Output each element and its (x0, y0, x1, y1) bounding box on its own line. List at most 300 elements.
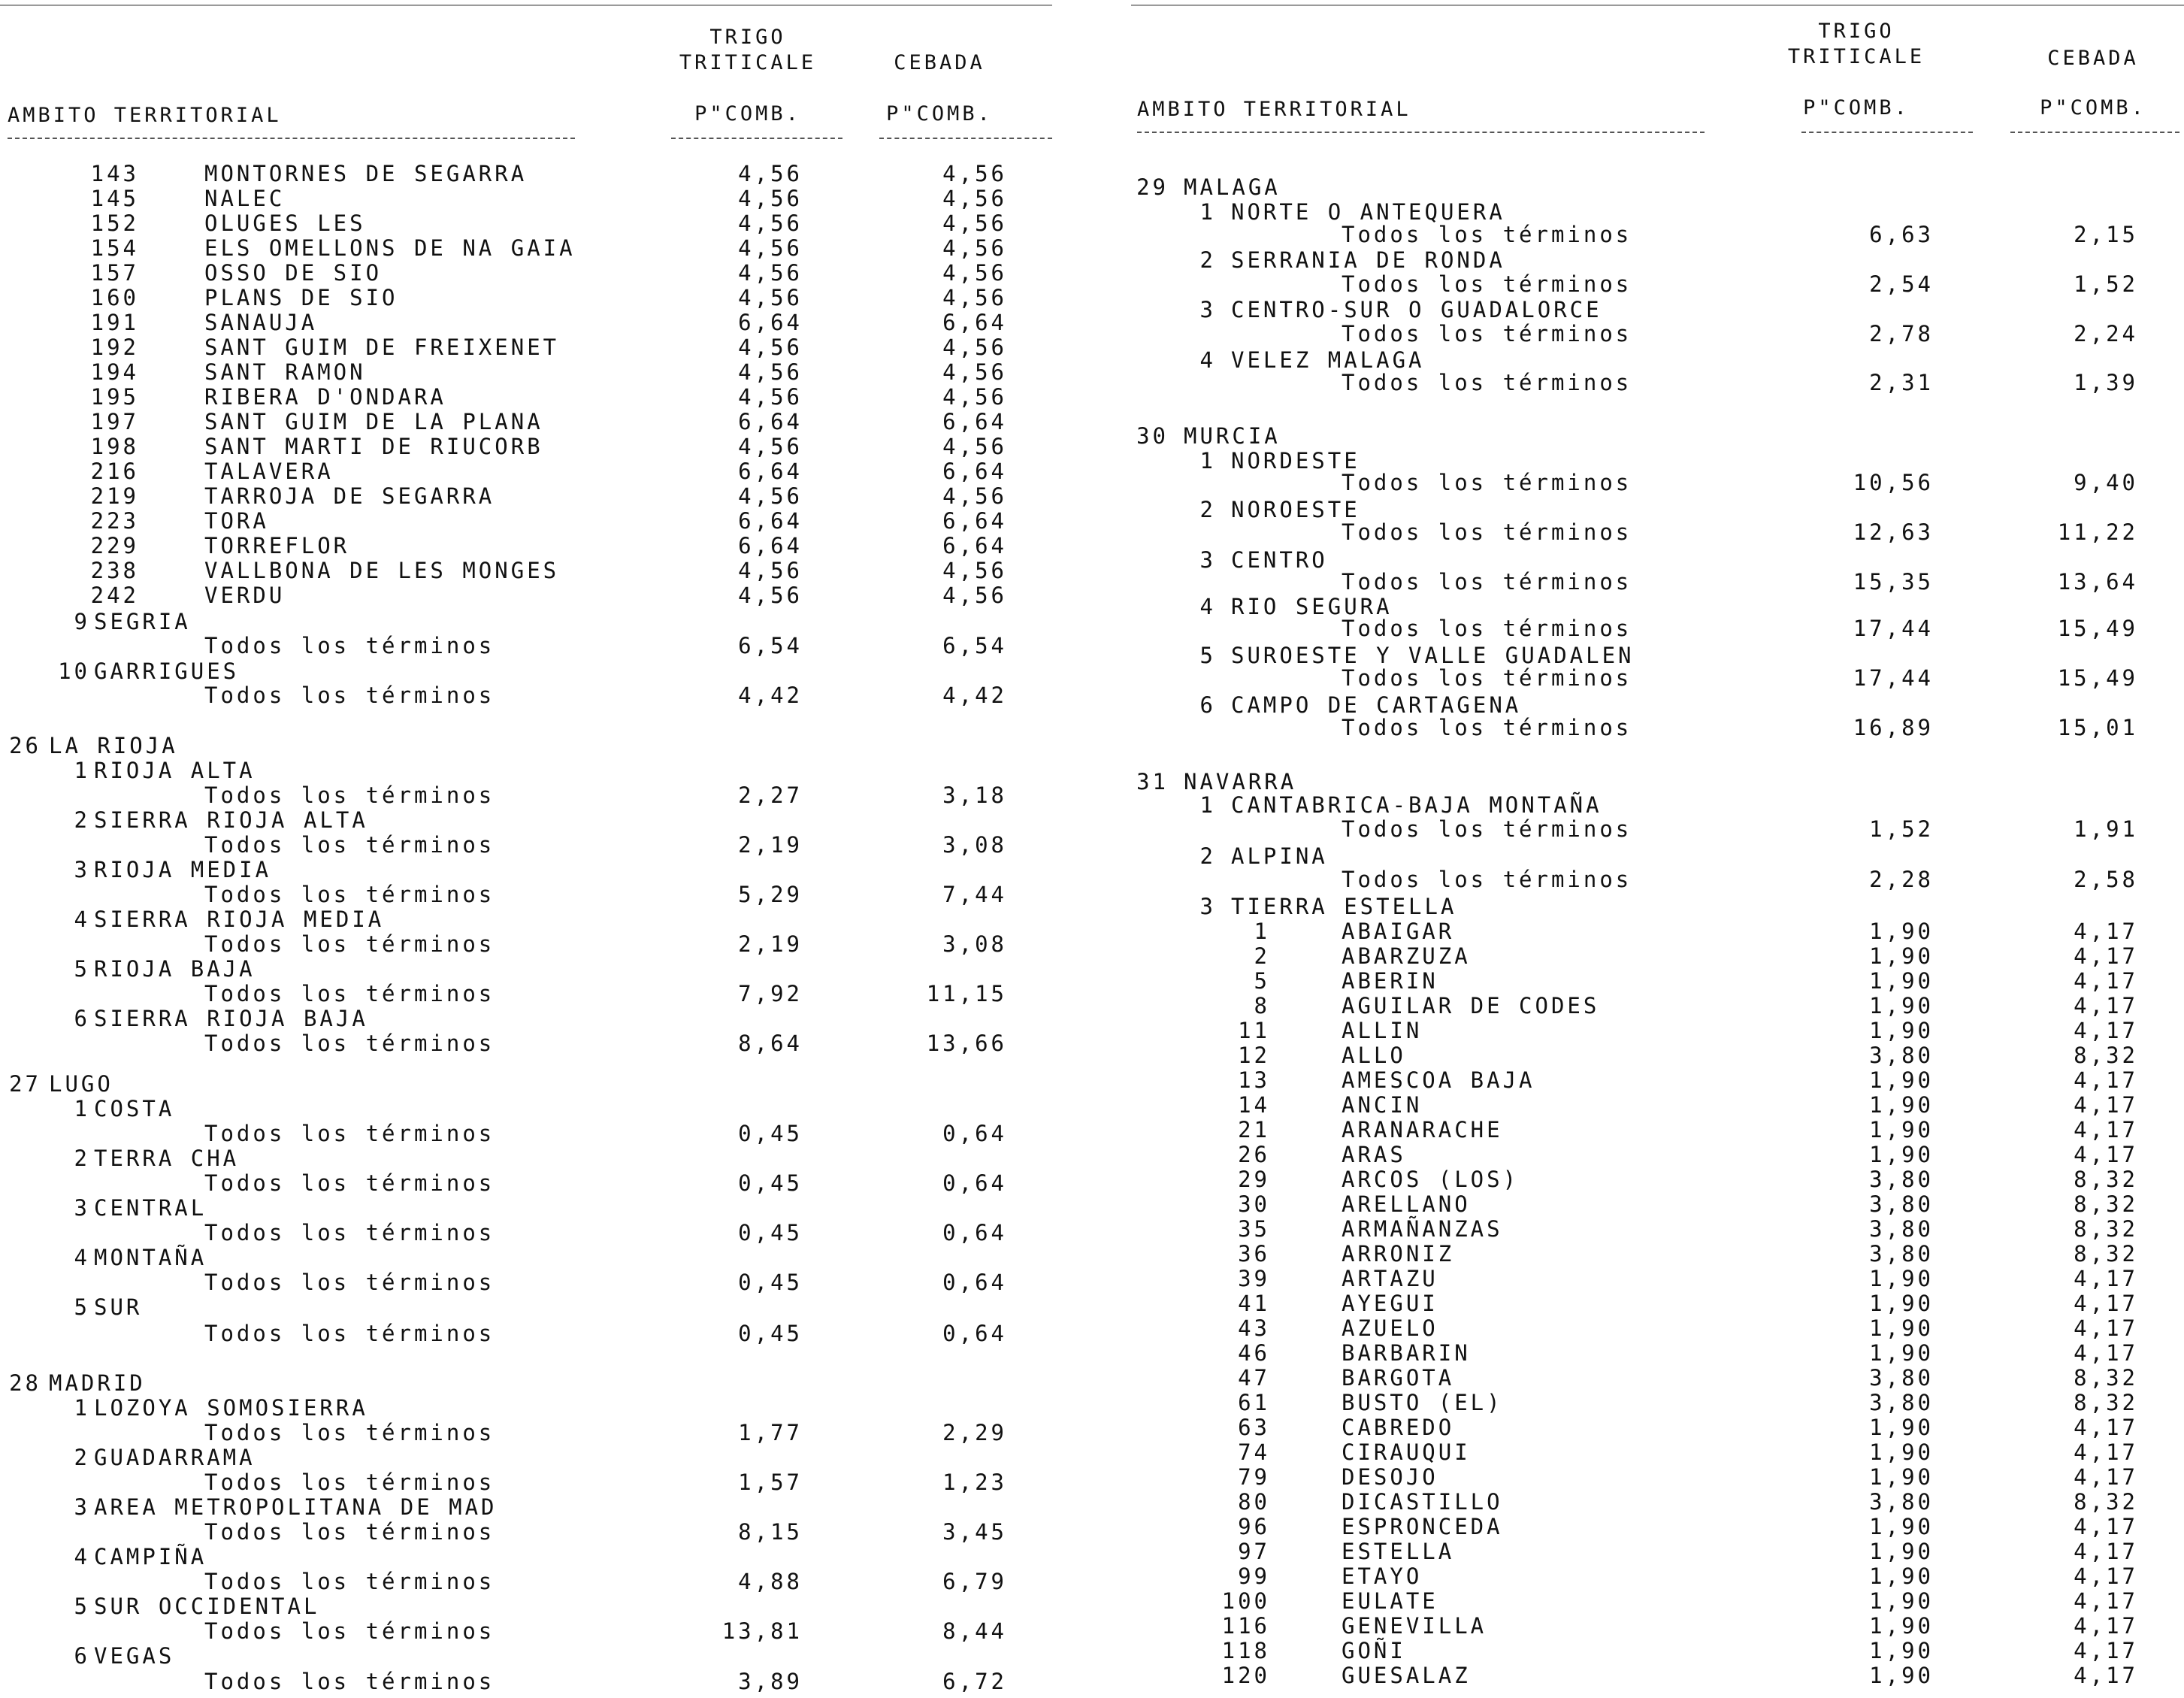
prov-code: 27 (9, 1071, 41, 1097)
muni-name: ARELLANO (1342, 1191, 1471, 1217)
comarca-code: 2 (74, 807, 90, 833)
comarca-code: 5 (74, 1294, 90, 1320)
muni-name: GUESALAZ (1342, 1663, 1471, 1688)
todos-terminos-row (0, 1121, 1060, 1146)
municipio-row (0, 385, 1060, 410)
muni-code: 41 (1238, 1291, 1270, 1316)
trigo-triticale-value: 4,56 (738, 210, 803, 236)
trigo-triticale-value: 1,90 (1869, 1018, 1934, 1043)
municipio-row (1131, 1093, 2184, 1118)
municipio-row (1131, 1068, 2184, 1093)
trigo-triticale-value: 10,56 (1853, 470, 1934, 495)
muni-name: ABARZUZA (1342, 943, 1471, 969)
provincia-row (1131, 770, 2184, 795)
comarca-name: SIERRA RIOJA BAJA (94, 1006, 368, 1031)
trigo-triticale-value: 4,56 (738, 583, 803, 608)
comarca-code: 3 (1199, 894, 1216, 919)
prov-code: 31 (1136, 769, 1169, 795)
trigo-triticale-value: 3,80 (1869, 1167, 1934, 1192)
municipio-row (1131, 1490, 2184, 1515)
municipio-row (1131, 1440, 2184, 1465)
cebada-value: 7,44 (942, 882, 1007, 907)
comarca-row (0, 1146, 1060, 1171)
todos-terminos-row (0, 1669, 1060, 1694)
provincia-row (0, 1072, 1060, 1097)
municipio-row (0, 286, 1060, 310)
municipio-row (1131, 1341, 2184, 1366)
comarca-code: 3 (1199, 297, 1216, 322)
todos-terminos-row (0, 1569, 1060, 1594)
todos-terminos-row (1131, 520, 2184, 545)
cebada-value: 4,56 (942, 186, 1007, 211)
comarca-row (0, 1644, 1060, 1669)
comarca-name: TERRA CHA (94, 1146, 240, 1171)
cebada-value: 4,17 (2074, 1092, 2138, 1118)
comarca-name: GUADARRAMA (94, 1445, 256, 1470)
prov-code: 26 (9, 733, 41, 758)
cebada-value: 11,15 (926, 981, 1007, 1006)
cebada-value: 1,91 (2074, 816, 2138, 842)
muni-code: 2 (1254, 943, 1270, 969)
cebada-value: 4,17 (2074, 1588, 2138, 1614)
trigo-triticale-value: 3,80 (1869, 1216, 1934, 1242)
cebada-value: 4,56 (942, 384, 1007, 410)
trigo-triticale-value: 3,89 (738, 1669, 803, 1694)
muni-name: BARBARIN (1342, 1340, 1471, 1366)
muni-code: 47 (1238, 1365, 1270, 1391)
header-underline-ambito (1137, 132, 1705, 133)
prov-code: 28 (9, 1370, 41, 1396)
left-column (0, 0, 1060, 1698)
comarca-name: RIOJA ALTA (94, 758, 256, 783)
cebada-value: 4,56 (942, 359, 1007, 385)
provincia-row (0, 734, 1060, 758)
muni-code: 197 (90, 409, 139, 434)
cebada-value: 13,66 (926, 1031, 1007, 1056)
todos-name: Todos los términos (204, 882, 495, 907)
municipio-row (1131, 1242, 2184, 1267)
trigo-triticale-value: 6,64 (738, 409, 803, 434)
trigo-triticale-value: 0,45 (738, 1270, 803, 1295)
comarca-name: RIO SEGURA (1231, 594, 1393, 619)
municipio-row (0, 335, 1060, 360)
todos-terminos-row (0, 833, 1060, 858)
muni-name: ARANARACHE (1342, 1117, 1503, 1143)
todos-terminos-row (0, 783, 1060, 808)
todos-name: Todos los términos (204, 1569, 495, 1594)
muni-name: SANT GUIM DE LA PLANA (204, 409, 543, 434)
comarca-row (0, 610, 1060, 634)
muni-name: TARROJA DE SEGARRA (204, 483, 495, 509)
todos-name: Todos los términos (204, 633, 495, 658)
cebada-value: 9,40 (2074, 470, 2138, 495)
muni-code: 43 (1238, 1315, 1270, 1341)
comarca-code: 3 (74, 857, 90, 882)
muni-name: DICASTILLO (1342, 1489, 1503, 1515)
comarca-name: SIERRA RIOJA MEDIA (94, 907, 385, 932)
comarca-name: SUROESTE Y VALLE GUADALEN (1231, 643, 1635, 668)
comarca-name: MONTAÑA (94, 1245, 207, 1270)
muni-name: VERDU (204, 583, 286, 608)
cebada-value: 4,56 (942, 334, 1007, 360)
todos-terminos-row (0, 1321, 1060, 1346)
prov-name: NAVARRA (1184, 769, 1297, 795)
header-pcomb-2: P"COMB. (2040, 96, 2146, 120)
trigo-triticale-value: 6,54 (738, 633, 803, 658)
todos-name: Todos los términos (1342, 321, 1632, 347)
todos-terminos-row (0, 683, 1060, 708)
trigo-triticale-value: 17,44 (1853, 616, 1934, 641)
trigo-triticale-value: 1,90 (1869, 1588, 1934, 1614)
todos-name: Todos los términos (1342, 715, 1632, 740)
muni-name: ELS OMELLONS DE NA GAIA (204, 235, 576, 261)
header-triticale-label: TRITICALE (1787, 45, 1925, 68)
header-trigo-label: TRIGO (709, 26, 786, 49)
header-underline-cebada (2010, 132, 2179, 133)
comarca-name: CANTABRICA-BAJA MONTAÑA (1231, 792, 1602, 818)
prov-name: MALAGA (1184, 174, 1281, 200)
header-cebada-label: CEBADA (894, 51, 985, 74)
comarca-row (0, 1246, 1060, 1270)
todos-name: Todos los términos (204, 1321, 495, 1346)
cebada-value: 4,17 (2074, 1464, 2138, 1490)
trigo-triticale-value: 12,63 (1853, 519, 1934, 545)
comarca-row (1131, 200, 2184, 225)
cebada-value: 4,17 (2074, 1613, 2138, 1639)
muni-name: TALAVERA (204, 459, 334, 484)
cebada-value: 4,56 (942, 260, 1007, 286)
comarca-name: COSTA (94, 1096, 175, 1121)
muni-code: 116 (1221, 1613, 1270, 1639)
trigo-triticale-value: 4,88 (738, 1569, 803, 1594)
comarca-name: SERRANIA DE RONDA (1231, 247, 1505, 273)
cebada-value: 4,17 (2074, 1067, 2138, 1093)
trigo-triticale-value: 1,90 (1869, 1663, 1934, 1688)
muni-code: 99 (1238, 1563, 1270, 1589)
trigo-triticale-value: 2,19 (738, 832, 803, 858)
trigo-triticale-value: 3,80 (1869, 1241, 1934, 1267)
header-underline-cebada (879, 138, 1052, 139)
muni-name: SANT MARTI DE RIUCORB (204, 434, 543, 459)
municipio-row (1131, 1465, 2184, 1490)
trigo-triticale-value: 1,90 (1869, 1638, 1934, 1663)
cebada-value: 4,56 (942, 161, 1007, 186)
comarca-row (1131, 348, 2184, 373)
cebada-value: 2,15 (2074, 222, 2138, 247)
muni-name: RIBERA D'ONDARA (204, 384, 446, 410)
muni-code: 26 (1238, 1142, 1270, 1167)
trigo-triticale-value: 3,80 (1869, 1365, 1934, 1391)
municipio-row (1131, 1143, 2184, 1167)
municipio-row (1131, 1018, 2184, 1043)
todos-terminos-row (1131, 616, 2184, 641)
header-pcomb-2: P"COMB. (886, 102, 993, 126)
comarca-code: 4 (1199, 594, 1216, 619)
muni-code: 219 (90, 483, 139, 509)
muni-code: 229 (90, 533, 139, 558)
muni-code: 195 (90, 384, 139, 410)
muni-name: GOÑI (1342, 1638, 1406, 1663)
trigo-triticale-value: 2,31 (1869, 370, 1934, 395)
cebada-value: 6,64 (942, 409, 1007, 434)
trigo-triticale-value: 16,89 (1853, 715, 1934, 740)
prov-name: MURCIA (1184, 423, 1281, 449)
municipio-row (0, 236, 1060, 261)
trigo-triticale-value: 6,64 (738, 533, 803, 558)
cebada-value: 6,64 (942, 459, 1007, 484)
cebada-value: 6,54 (942, 633, 1007, 658)
muni-name: ALLIN (1342, 1018, 1423, 1043)
municipio-row (1131, 1267, 2184, 1291)
trigo-triticale-value: 6,64 (738, 508, 803, 534)
cebada-value: 2,29 (942, 1420, 1007, 1445)
trigo-triticale-value: 2,28 (1869, 867, 1934, 892)
muni-name: ABAIGAR (1342, 919, 1455, 944)
cebada-value: 8,44 (942, 1618, 1007, 1644)
comarca-row (1131, 498, 2184, 522)
trigo-triticale-value: 1,77 (738, 1420, 803, 1445)
muni-name: ARRONIZ (1342, 1241, 1455, 1267)
muni-code: 100 (1221, 1588, 1270, 1614)
muni-name: ARAS (1342, 1142, 1406, 1167)
municipio-row (1131, 1539, 2184, 1564)
trigo-triticale-value: 1,90 (1869, 1439, 1934, 1465)
municipio-row (1131, 1515, 2184, 1539)
cebada-value: 3,08 (942, 931, 1007, 957)
trigo-triticale-value: 1,90 (1869, 1291, 1934, 1316)
cebada-value: 4,17 (2074, 1638, 2138, 1663)
muni-code: 157 (90, 260, 139, 286)
trigo-triticale-value: 3,80 (1869, 1489, 1934, 1515)
comarca-row (0, 1445, 1060, 1470)
todos-terminos-row (0, 1270, 1060, 1295)
comarca-row (0, 1396, 1060, 1421)
muni-name: VALLBONA DE LES MONGES (204, 558, 560, 583)
muni-name: BARGOTA (1342, 1365, 1455, 1391)
cebada-value: 8,32 (2074, 1191, 2138, 1217)
municipio-row (1131, 1564, 2184, 1589)
muni-code: 192 (90, 334, 139, 360)
trigo-triticale-value: 8,64 (738, 1031, 803, 1056)
header-pcomb-1: P"COMB. (694, 102, 801, 126)
todos-terminos-row (0, 1470, 1060, 1495)
trigo-triticale-value: 4,56 (738, 483, 803, 509)
trigo-triticale-value: 1,90 (1869, 993, 1934, 1018)
header-trigo-label: TRIGO (1818, 20, 1895, 43)
trigo-triticale-value: 5,29 (738, 882, 803, 907)
trigo-triticale-value: 1,57 (738, 1469, 803, 1495)
muni-code: 39 (1238, 1266, 1270, 1291)
todos-terminos-row (1131, 471, 2184, 495)
todos-terminos-row (0, 932, 1060, 957)
muni-name: ESPRONCEDA (1342, 1514, 1503, 1539)
muni-code: 238 (90, 558, 139, 583)
cebada-value: 8,32 (2074, 1167, 2138, 1192)
cebada-value: 4,17 (2074, 1266, 2138, 1291)
todos-terminos-row (1131, 716, 2184, 740)
cebada-value: 6,64 (942, 508, 1007, 534)
todos-name: Todos los términos (204, 1420, 495, 1445)
municipio-row (0, 509, 1060, 534)
comarca-row (1131, 298, 2184, 322)
todos-terminos-row (0, 1171, 1060, 1196)
comarca-row (1131, 248, 2184, 273)
todos-name: Todos los términos (204, 1031, 495, 1056)
todos-terminos-row (0, 982, 1060, 1006)
cebada-value: 0,64 (942, 1170, 1007, 1196)
muni-code: 61 (1238, 1390, 1270, 1415)
municipio-row (1131, 1614, 2184, 1639)
trigo-triticale-value: 7,92 (738, 981, 803, 1006)
trigo-triticale-value: 1,90 (1869, 1315, 1934, 1341)
municipio-row (1131, 1391, 2184, 1415)
cebada-value: 8,32 (2074, 1043, 2138, 1068)
trigo-triticale-value: 1,90 (1869, 1266, 1934, 1291)
cebada-value: 0,64 (942, 1321, 1007, 1346)
todos-name: Todos los términos (204, 1220, 495, 1246)
todos-terminos-row (0, 1031, 1060, 1056)
muni-name: ARCOS (LOS) (1342, 1167, 1520, 1192)
municipio-row (1131, 1589, 2184, 1614)
muni-name: PLANS DE SIO (204, 285, 398, 310)
muni-code: 8 (1254, 993, 1270, 1018)
cebada-value: 4,56 (942, 235, 1007, 261)
cebada-value: 8,32 (2074, 1390, 2138, 1415)
todos-terminos-row (1131, 272, 2184, 297)
todos-name: Todos los términos (1342, 569, 1632, 595)
comarca-code: 5 (74, 956, 90, 982)
muni-code: 96 (1238, 1514, 1270, 1539)
muni-code: 29 (1238, 1167, 1270, 1192)
trigo-triticale-value: 4,56 (738, 359, 803, 385)
muni-name: TORA (204, 508, 269, 534)
comarca-code: 10 (58, 658, 90, 684)
trigo-triticale-value: 4,56 (738, 434, 803, 459)
comarca-name: GARRIGUES (94, 658, 240, 684)
muni-code: 46 (1238, 1340, 1270, 1366)
todos-name: Todos los términos (1342, 867, 1632, 892)
muni-code: 191 (90, 310, 139, 335)
muni-name: TORREFLOR (204, 533, 350, 558)
header-ambito-label: AMBITO TERRITORIAL (1137, 98, 1411, 121)
municipio-row (0, 211, 1060, 236)
municipio-row (0, 583, 1060, 608)
muni-name: EULATE (1342, 1588, 1438, 1614)
todos-name: Todos los términos (204, 981, 495, 1006)
comarca-code: 6 (1199, 692, 1216, 718)
trigo-triticale-value: 4,56 (738, 384, 803, 410)
comarca-code: 4 (74, 907, 90, 932)
municipio-row (1131, 1663, 2184, 1688)
muni-code: 118 (1221, 1638, 1270, 1663)
cebada-value: 4,17 (2074, 1439, 2138, 1465)
comarca-name: ALPINA (1231, 843, 1328, 869)
header-underline-trigo (1801, 132, 1973, 133)
municipio-row (0, 261, 1060, 286)
comarca-code: 1 (1199, 199, 1216, 225)
prov-code: 30 (1136, 423, 1169, 449)
comarca-code: 2 (1199, 497, 1216, 522)
comarca-row (1131, 894, 2184, 919)
cebada-value: 4,17 (2074, 1415, 2138, 1440)
comarca-row (0, 1196, 1060, 1221)
cebada-value: 15,01 (2057, 715, 2138, 740)
muni-code: 97 (1238, 1539, 1270, 1564)
todos-name: Todos los términos (1342, 665, 1632, 691)
trigo-triticale-value: 3,80 (1869, 1191, 1934, 1217)
cebada-value: 4,17 (2074, 1539, 2138, 1564)
comarca-code: 3 (1199, 547, 1216, 573)
muni-code: 194 (90, 359, 139, 385)
todos-terminos-row (1131, 666, 2184, 691)
cebada-value: 0,64 (942, 1220, 1007, 1246)
municipio-row (1131, 1217, 2184, 1242)
comarca-name: NOROESTE (1231, 497, 1360, 522)
todos-name: Todos los términos (204, 1618, 495, 1644)
muni-code: 21 (1238, 1117, 1270, 1143)
trigo-triticale-value: 0,45 (738, 1170, 803, 1196)
todos-name: Todos los términos (204, 1519, 495, 1545)
todos-terminos-row (0, 882, 1060, 907)
municipio-row (1131, 1316, 2184, 1341)
muni-code: 36 (1238, 1241, 1270, 1267)
cebada-value: 1,39 (2074, 370, 2138, 395)
trigo-triticale-value: 1,90 (1869, 1415, 1934, 1440)
muni-name: ARMAÑANZAS (1342, 1216, 1503, 1242)
muni-code: 30 (1238, 1191, 1270, 1217)
muni-name: MONTORNES DE SEGARRA (204, 161, 528, 186)
cebada-value: 4,17 (2074, 1117, 2138, 1143)
muni-code: 5 (1254, 968, 1270, 994)
prov-name: LUGO (49, 1071, 113, 1097)
municipio-row (1131, 1118, 2184, 1143)
trigo-triticale-value: 1,90 (1869, 1092, 1934, 1118)
comarca-name: CAMPIÑA (94, 1544, 207, 1569)
cebada-value: 4,17 (2074, 1514, 2138, 1539)
cebada-value: 4,17 (2074, 993, 2138, 1018)
header-underline-ambito (8, 138, 575, 139)
todos-terminos-row (1131, 570, 2184, 595)
todos-name: Todos los términos (204, 1170, 495, 1196)
muni-code: 198 (90, 434, 139, 459)
muni-name: CABREDO (1342, 1415, 1455, 1440)
muni-code: 13 (1238, 1067, 1270, 1093)
comarca-row (1131, 693, 2184, 718)
muni-code: 223 (90, 508, 139, 534)
muni-code: 79 (1238, 1464, 1270, 1490)
header-triticale-label: TRITICALE (679, 51, 817, 74)
municipio-row (1131, 944, 2184, 969)
comarca-row (0, 1495, 1060, 1520)
cebada-value: 2,58 (2074, 867, 2138, 892)
municipio-row (1131, 1639, 2184, 1663)
trigo-triticale-value: 1,90 (1869, 1514, 1934, 1539)
comarca-name: NORDESTE (1231, 448, 1360, 474)
muni-name: AMESCOA BAJA (1342, 1067, 1535, 1093)
trigo-triticale-value: 4,56 (738, 558, 803, 583)
header-pcomb-1: P"COMB. (1803, 96, 1910, 120)
trigo-triticale-value: 3,80 (1869, 1043, 1934, 1068)
cebada-value: 1,23 (942, 1469, 1007, 1495)
muni-name: AYEGUI (1342, 1291, 1438, 1316)
trigo-triticale-value: 1,90 (1869, 1539, 1934, 1564)
comarca-code: 1 (1199, 792, 1216, 818)
municipio-row (0, 186, 1060, 211)
municipio-row (0, 484, 1060, 509)
cebada-value: 11,22 (2057, 519, 2138, 545)
comarca-name: AREA METROPOLITANA DE MAD (94, 1494, 498, 1520)
comarca-row (1131, 793, 2184, 818)
